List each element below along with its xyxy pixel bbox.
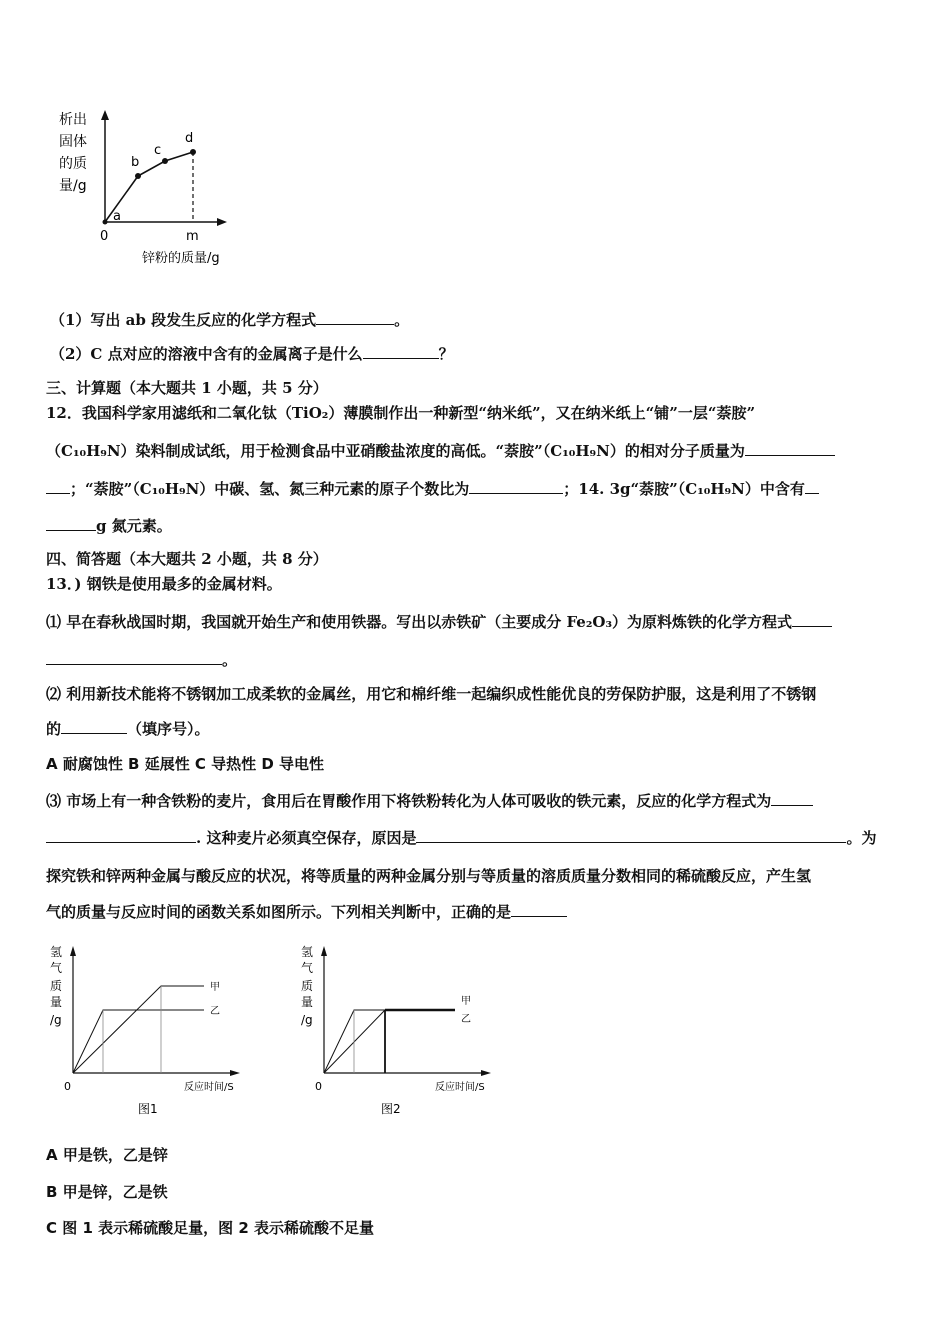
- fig2-line-slow: [324, 1010, 385, 1073]
- section-3-heading: 三、计算题（本大题共 1 小题，共 5 分）: [46, 379, 328, 397]
- fig1-y-label-5: /g: [50, 1013, 62, 1027]
- point-d: d: [185, 131, 194, 146]
- fig1-y-arrow: [70, 946, 76, 956]
- q13-part3-line3: 探究铁和锌两种金属与酸反应的状况，将等质量的两种金属分别与等质量的溶质质量分数相同的稀硫酸反应，产生氢: [46, 867, 812, 885]
- fig2-y-label-2: 气: [301, 961, 314, 975]
- origin-label: 0: [100, 229, 109, 244]
- q13-part1: ⑴ 早在春秋战国时期，我国就开始生产和使用铁器。写出以赤铁矿（主要成分 Fe₂O₃）为原料炼铁的化学方程式: [46, 612, 906, 632]
- answer-blank[interactable]: [46, 516, 96, 531]
- fig2-x-label: 反应时间/S: [435, 1082, 485, 1093]
- point-a: a: [113, 209, 121, 224]
- choice-c[interactable]: C 图 1 表示稀硫酸足量，图 2 表示稀硫酸不足量: [46, 1219, 374, 1237]
- answer-blank[interactable]: [805, 479, 819, 494]
- graph-y-label-1: 析出: [59, 112, 87, 128]
- fig2-x-arrow: [481, 1070, 491, 1076]
- fig1-label-jia: 甲: [210, 982, 220, 993]
- fig2-label-jia: 甲: [461, 996, 471, 1007]
- fig2-y-label-3: 质: [301, 979, 314, 993]
- y-axis-arrow: [101, 110, 109, 120]
- q13-part3-line4: 气的质量与反应时间的函数关系如图所示。下列相关判断中，正确的是: [46, 902, 906, 922]
- answer-blank[interactable]: [792, 612, 832, 627]
- answer-blank[interactable]: [771, 791, 813, 806]
- fig2-y-label-5: /g: [301, 1013, 313, 1027]
- graph-x-label: 锌粉的质量/g: [142, 251, 220, 266]
- fig1-caption: 图1: [138, 1102, 158, 1116]
- q11-part1: （1）写出 ab 段发生反应的化学方程式 。: [50, 311, 410, 329]
- answer-blank[interactable]: [46, 479, 70, 494]
- answer-blank[interactable]: [416, 828, 846, 843]
- fig2-origin: 0: [315, 1080, 322, 1093]
- q12-line2: （C₁₀H₉N）染料制成试纸，用于检测食品中亚硝酸盐浓度的高低。“萘胺”（C₁₀H₉N）的相对分子质量为: [46, 441, 906, 461]
- q11-part2: （2）C 点对应的溶液中含有的金属离子是什么 ？: [50, 345, 454, 363]
- answer-blank[interactable]: [46, 650, 222, 665]
- fig2-y-arrow: [321, 946, 327, 956]
- fig1-y-label-2: 气: [50, 961, 63, 975]
- q12-line3: ；“萘胺”（C₁₀H₉N）中碳、氢、氮三种元素的原子个数比为 ；14. 3g“萘胺”（C₁₀H₉N）中含有: [46, 479, 906, 499]
- fig1-y-label-3: 质: [50, 979, 63, 993]
- answer-blank[interactable]: [61, 719, 127, 734]
- q13-intro: 13．) 钢铁是使用最多的金属材料。: [46, 575, 282, 593]
- figure-1: [44, 940, 244, 1120]
- fig1-y-label-1: 氢: [50, 945, 63, 959]
- answer-blank[interactable]: [363, 344, 439, 359]
- answer-blank[interactable]: [511, 902, 567, 917]
- point-b: b: [131, 155, 140, 170]
- solid-mass-graph: [55, 110, 255, 270]
- fig1-line-jia: [73, 986, 204, 1073]
- graph-y-label-3: 的质: [59, 156, 87, 172]
- m-label: m: [186, 229, 199, 244]
- fig1-label-yi: 乙: [210, 1006, 220, 1017]
- choice-b[interactable]: B 甲是锌，乙是铁: [46, 1183, 168, 1201]
- answer-blank[interactable]: [46, 828, 196, 843]
- fig1-y-label-4: 量: [50, 995, 63, 1009]
- answer-blank[interactable]: [469, 479, 563, 494]
- q12-line1: 12．我国科学家用滤纸和二氧化钛（TiO₂）薄膜制作出一种新型“纳米纸”，又在纳米纸上“铺”一层“萘胺”: [46, 404, 756, 422]
- x-axis-arrow: [217, 218, 227, 226]
- answer-blank[interactable]: [316, 310, 394, 325]
- fig2-label-yi: 乙: [461, 1014, 471, 1025]
- graph-y-label-4: 量/g: [59, 178, 87, 194]
- graph-y-label-2: 固体: [59, 134, 87, 150]
- point-c: c: [154, 143, 162, 158]
- fig2-y-label-1: 氢: [301, 945, 314, 959]
- q13-part3: ⑶ 市场上有一种含铁粉的麦片，食用后在胃酸作用下将铁粉转化为人体可吸收的铁元素，反应的化学方程式为: [46, 791, 906, 811]
- figure-2: [295, 940, 495, 1120]
- q13-part1-cont: 。: [46, 650, 906, 670]
- q13-part3-cont: . 这种麦片必须真空保存，原因是 。为: [46, 828, 906, 848]
- section-4-heading: 四、简答题（本大题共 2 小题，共 8 分）: [46, 550, 328, 568]
- fig2-caption: 图2: [381, 1102, 401, 1116]
- choice-a[interactable]: A 甲是铁，乙是锌: [46, 1146, 168, 1164]
- fig2-y-label-4: 量: [301, 995, 314, 1009]
- q12-line4: g 氮元素。: [46, 516, 906, 536]
- fig1-origin: 0: [64, 1080, 71, 1093]
- fig1-x-label: 反应时间/S: [184, 1082, 234, 1093]
- q13-part2-cont: 的 （填序号）。: [46, 720, 210, 738]
- q13-options: A 耐腐蚀性 B 延展性 C 导热性 D 导电性: [46, 755, 325, 773]
- answer-blank[interactable]: [745, 441, 835, 456]
- fig1-line-yi: [73, 1010, 204, 1073]
- fig1-x-arrow: [230, 1070, 240, 1076]
- q13-part2: ⑵ 利用新技术能将不锈钢加工成柔软的金属丝，用它和棉纤维一起编织成性能优良的劳保防护服，这是利用了不锈钢: [46, 685, 817, 703]
